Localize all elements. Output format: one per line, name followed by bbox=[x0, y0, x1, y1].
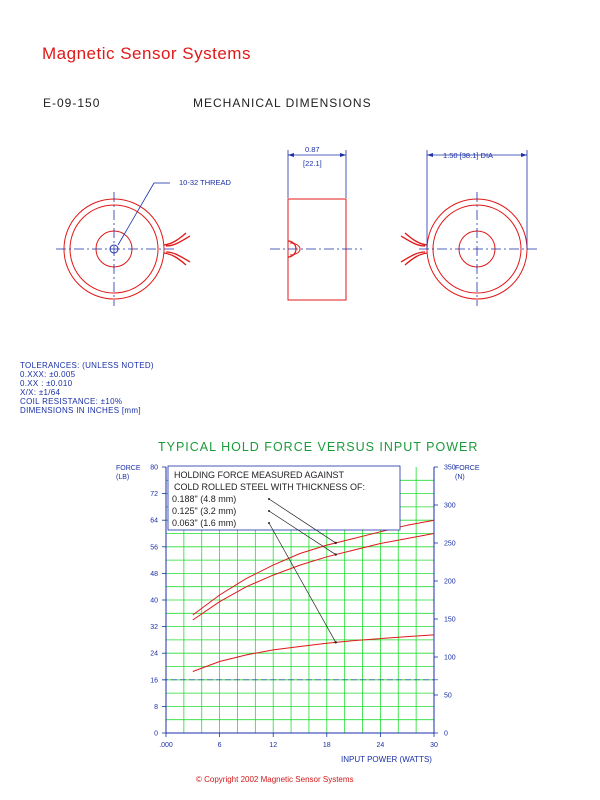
series-line-0 bbox=[193, 520, 434, 615]
legend-line2: COLD ROLLED STEEL WITH THICKNESS OF: bbox=[174, 482, 366, 492]
tolerance-line: DIMENSIONS IN INCHES [mm] bbox=[20, 406, 141, 415]
y-tick-label: 0 bbox=[154, 730, 158, 738]
y-tick-label: 72 bbox=[150, 491, 158, 499]
leader-point-1 bbox=[335, 553, 337, 555]
diameter-label: 1.50 [38.1] DIA bbox=[443, 151, 494, 160]
y2-tick-label: 150 bbox=[444, 616, 456, 624]
copyright: © Copyright 2002 Magnetic Sensor Systems bbox=[196, 775, 354, 784]
mechanical-drawing bbox=[0, 130, 600, 330]
y2-tick-label: 350 bbox=[444, 464, 456, 472]
y-tick-label: 56 bbox=[150, 544, 158, 552]
legend-item-0125: 0.125" (3.2 mm) bbox=[172, 506, 237, 516]
leader-line-2 bbox=[269, 523, 336, 642]
y2-axis-label: FORCE bbox=[455, 465, 480, 472]
front-view-left bbox=[56, 178, 232, 306]
y2-tick-label: 250 bbox=[444, 540, 456, 548]
legend-item-0188: 0.188" (4.8 mm) bbox=[172, 494, 237, 504]
y-axis-label-unit: (LB) bbox=[116, 474, 130, 481]
length-label: 0.87 bbox=[305, 145, 320, 154]
thread-label: 10-32 THREAD bbox=[179, 178, 231, 187]
y-tick-label: 32 bbox=[150, 624, 158, 632]
x-tick-label: 18 bbox=[322, 742, 331, 749]
x-axis-label: INPUT POWER (WATTS) bbox=[341, 755, 432, 764]
y-tick-label: 48 bbox=[150, 570, 158, 578]
company-name: Magnetic Sensor Systems bbox=[42, 44, 251, 63]
side-view bbox=[270, 145, 362, 300]
leader-point-0 bbox=[335, 542, 337, 544]
y2-tick-label: 300 bbox=[444, 502, 456, 510]
y-tick-label: 8 bbox=[154, 703, 158, 711]
y-tick-label: 80 bbox=[150, 464, 158, 472]
y-tick-label: 64 bbox=[150, 517, 158, 525]
section-title: MECHANICAL DIMENSIONS bbox=[193, 96, 372, 110]
legend-line1: HOLDING FORCE MEASURED AGAINST bbox=[174, 470, 345, 480]
legend-item-0063: 0.063" (1.6 mm) bbox=[172, 518, 237, 528]
y2-tick-label: 0 bbox=[444, 730, 448, 738]
part-number: E-09-150 bbox=[43, 96, 101, 110]
x-tick-label: 30 bbox=[430, 742, 438, 749]
y-axis-label: FORCE bbox=[116, 465, 141, 472]
x-tick-label: 6 bbox=[217, 742, 222, 749]
y2-tick-label: 100 bbox=[444, 654, 456, 662]
series bbox=[193, 520, 434, 671]
tolerance-line: X/X: ±1/64 bbox=[20, 388, 61, 397]
x-tick-label: .000 bbox=[159, 742, 173, 749]
front-view-right bbox=[401, 150, 538, 306]
y-tick-label: 16 bbox=[150, 677, 158, 685]
x-tick-label: 12 bbox=[269, 742, 278, 749]
force-chart bbox=[0, 455, 600, 770]
chart-title: TYPICAL HOLD FORCE VERSUS INPUT POWER bbox=[158, 440, 479, 454]
y2-axis-label-unit: (N) bbox=[455, 474, 465, 481]
tolerance-heading: TOLERANCES: (UNLESS NOTED) bbox=[20, 361, 154, 370]
x-tick-label: 24 bbox=[376, 742, 385, 749]
tolerance-line: 0.XXX: ±0.005 bbox=[20, 370, 76, 379]
y-tick-label: 40 bbox=[150, 597, 158, 605]
tolerance-line: COIL RESISTANCE: ±10% bbox=[20, 397, 123, 406]
length-label-mm: [22.1] bbox=[303, 159, 322, 168]
tolerance-line: 0.XX : ±0.010 bbox=[20, 379, 73, 388]
y2-tick-label: 50 bbox=[444, 692, 452, 700]
y2-tick-label: 200 bbox=[444, 578, 456, 586]
y-tick-label: 24 bbox=[150, 650, 158, 658]
leader-point-2 bbox=[335, 641, 337, 643]
